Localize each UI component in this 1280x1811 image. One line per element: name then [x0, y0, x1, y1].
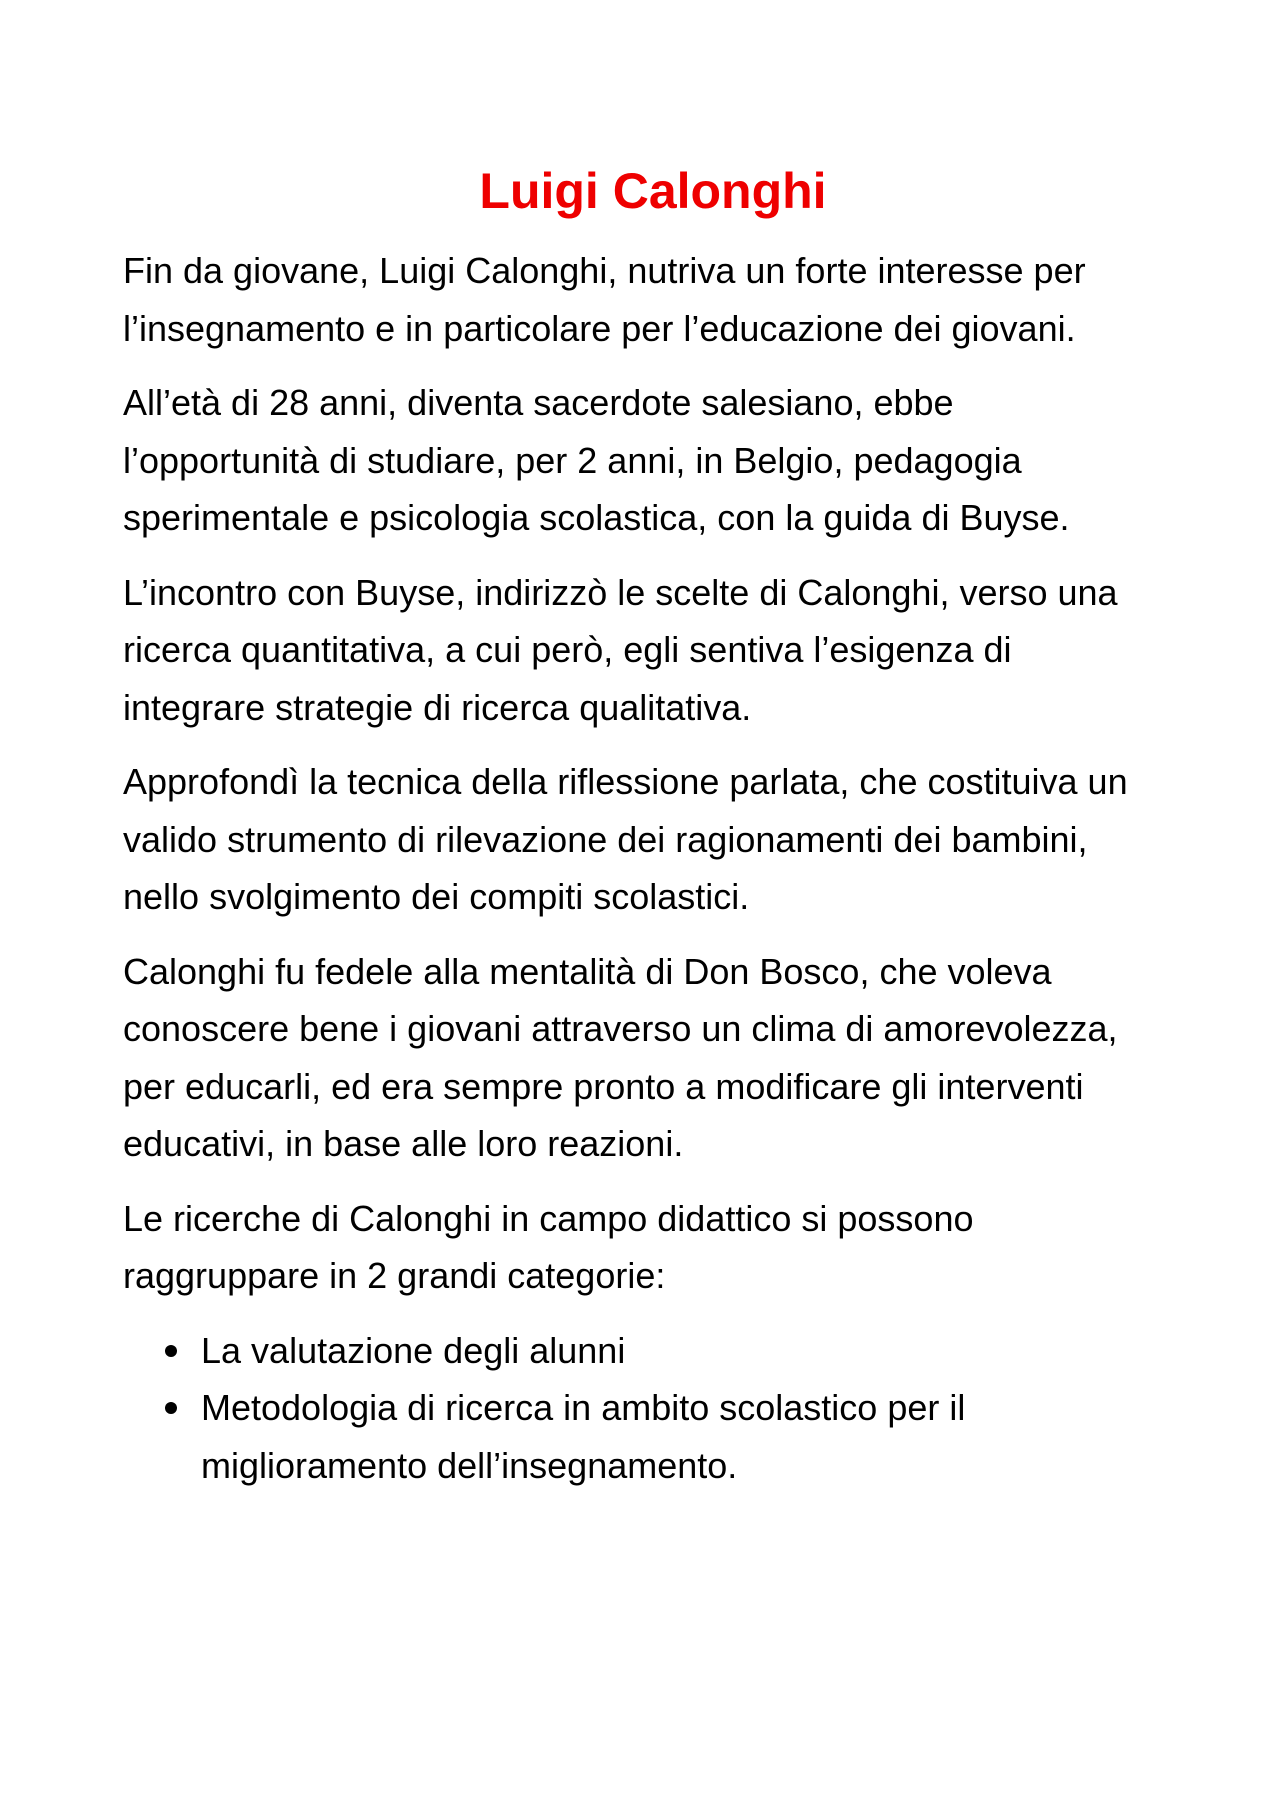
document-title: Luigi Calonghi	[479, 163, 827, 219]
list-item-text: La valutazione degli alunni	[201, 1329, 626, 1371]
categories-list	[123, 1322, 1163, 1495]
paragraph-don-bosco: Calonghi fu fedele alla mentalità di Don Bosco, che voleva conoscere bene i giovani attraverso un clima di amorevolezza, per educarli, ed era sempre pronto a modificare gli interventi educativi, in base alle loro reazioni.	[123, 950, 1118, 1164]
bullet-icon	[165, 1345, 177, 1357]
paragraph-riflessione-parlata: Approfondì la tecnica della riflessione parlata, che costituiva un valido strumento di rilevazione dei ragionamenti dei bambini, nello svolgimento dei compiti scolastici.	[123, 761, 1128, 917]
bullet-icon	[165, 1402, 177, 1414]
paragraph-early-interest: Fin da giovane, Luigi Calonghi, nutriva un forte interesse per l’insegnamento e in particolare per l’educazione dei giovani.	[123, 250, 1086, 349]
list-item	[123, 1322, 1163, 1380]
list-item-text: Metodologia di ricerca in ambito scolastico per il miglioramento dell’insegnamento.	[201, 1387, 966, 1486]
paragraph-research-categories: Le ricerche di Calonghi in campo didattico si possono raggruppare in 2 grandi categorie:	[123, 1197, 974, 1296]
paragraph-belgium-studies: All’età di 28 anni, diventa sacerdote salesiano, ebbe l’opportunità di studiare, per 2 anni, in Belgio, pedagogia sperimentale e psicologia scolastica, con la guida di Buyse.	[123, 382, 1070, 538]
list-item	[123, 1379, 1101, 1494]
document-page	[123, 160, 1163, 1494]
paragraph-buyse-meeting: L’incontro con Buyse, indirizzò le scelte di Calonghi, verso una ricerca quantitativa, a cui però, egli sentiva l’esigenza di integrare strategie di ricerca qualitativa.	[123, 571, 1118, 728]
